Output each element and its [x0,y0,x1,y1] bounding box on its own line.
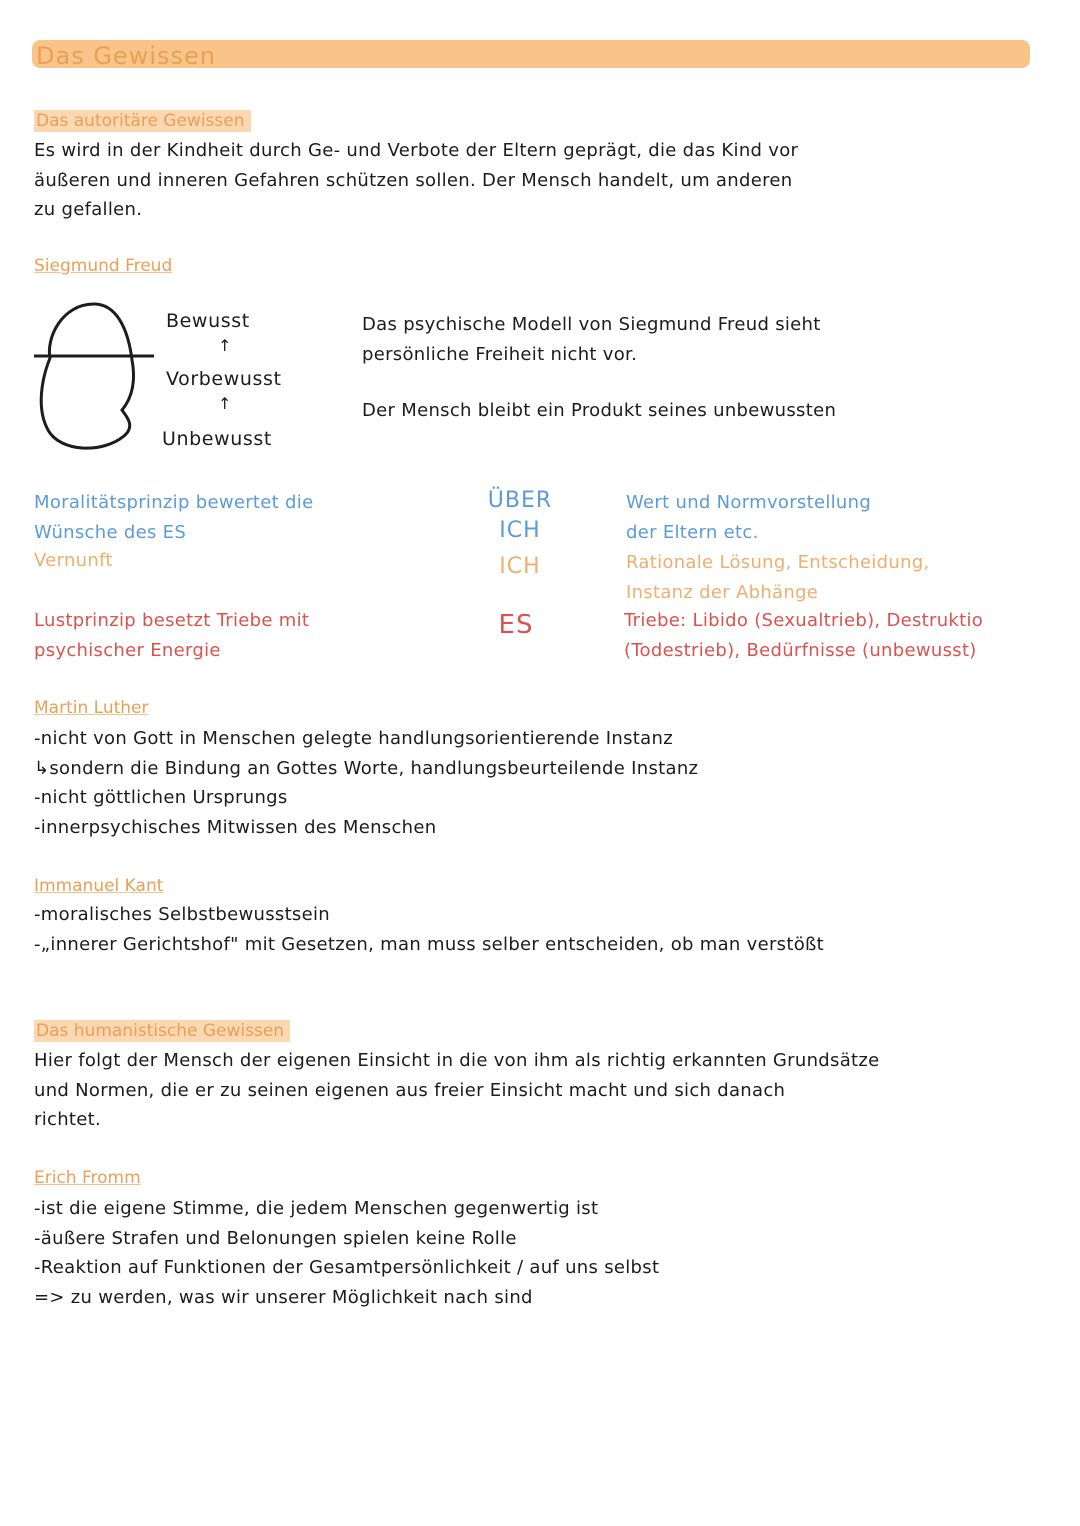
ich-label: ICH [499,554,541,579]
list-item: ↳sondern die Bindung an Gottes Worte, handlungsbeurteilende Instanz [34,757,699,779]
level-preconscious: Vorbewusst [166,368,282,390]
page-title: Das Gewissen [36,42,216,70]
psyche-outline [41,304,133,448]
level-conscious: Bewusst [166,310,250,332]
freud-description [362,310,821,369]
es-left: Lustprinzip besetzt Triebe mit psychischer Energie [34,610,310,661]
level-unconscious: Unbewusst [162,428,272,450]
arrow-up-icon: ↑ [218,336,232,355]
list-item: -innerpsychisches Mitwissen des Menschen [34,816,437,838]
ueber-ich-label: ÜBER ICH [487,488,553,543]
text-line: zu gefallen. [34,199,143,220]
ueber-ich-left: Moralitätsprinzip bewertet die Wünsche des ES [34,492,314,543]
text-line: Das psychische Modell von Siegmund Freud sieht [362,314,821,335]
list-item: -Reaktion auf Funktionen der Gesamtpersönlichkeit / auf uns selbst [34,1257,660,1278]
freud-description-2 [362,396,836,426]
es-label: ES [498,610,534,640]
es-right: Triebe: Libido (Sexualtrieb), Destruktio (Todestrieb), Bedürfnisse (unbewusst) [624,610,984,661]
list-item: -nicht von Gott in Menschen gelegte handlungsorientierende Instanz [34,728,673,749]
luther-list [34,724,698,842]
kant-heading: Immanuel Kant [34,876,164,896]
kant-list [34,900,824,959]
authoritarian-text [34,136,798,225]
text-line: Es wird in der Kindheit durch Ge- und Verbote der Eltern geprägt, die das Kind vor [34,140,799,161]
luther-heading: Martin Luther [34,698,149,718]
text-line: richtet. [34,1109,102,1130]
list-item: -ist die eigene Stimme, die jedem Menschen gegenwertig ist [34,1198,599,1219]
section-authoritarian-heading: Das autoritäre Gewissen [34,110,251,132]
text-line: Der Mensch bleibt ein Produkt seines unbewussten [362,400,837,421]
list-item: -nicht göttlichen Ursprungs [34,787,288,808]
fromm-heading: Erich Fromm [34,1168,141,1188]
list-item: => zu werden, was wir unserer Möglichkeit nach sind [34,1286,533,1308]
text-line: und Normen, die er zu seinen eigenen aus freier Einsicht macht und sich danach [34,1079,786,1101]
ich-left: Vernunft [34,550,113,571]
list-item: -moralisches Selbstbewusstsein [34,904,330,925]
text-line: persönliche Freiheit nicht vor. [362,343,638,365]
fromm-list [34,1194,659,1312]
ich-right: Rationale Lösung, Entscheidung, Instanz der Abhänge [626,552,930,603]
list-item: -äußere Strafen und Belonungen spielen keine Rolle [34,1227,517,1249]
humanistic-text [34,1046,880,1135]
freud-heading: Siegmund Freud [34,256,173,276]
text-line: äußeren und inneren Gefahren schützen sollen. Der Mensch handelt, um anderen [34,169,793,191]
ueber-ich-right: Wert und Normvorstellung der Eltern etc. [626,492,872,543]
text-line: Hier folgt der Mensch der eigenen Einsicht in die von ihm als richtig erkannten Grundsätze [34,1050,880,1071]
psyche-diagram [32,298,162,458]
section-humanistic-heading: Das humanistische Gewissen [34,1020,290,1042]
list-item: -„innerer Gerichtshof" mit Gesetzen, man muss selber entscheiden, ob man verstößt [34,933,825,955]
arrow-up-icon: ↑ [218,394,232,413]
